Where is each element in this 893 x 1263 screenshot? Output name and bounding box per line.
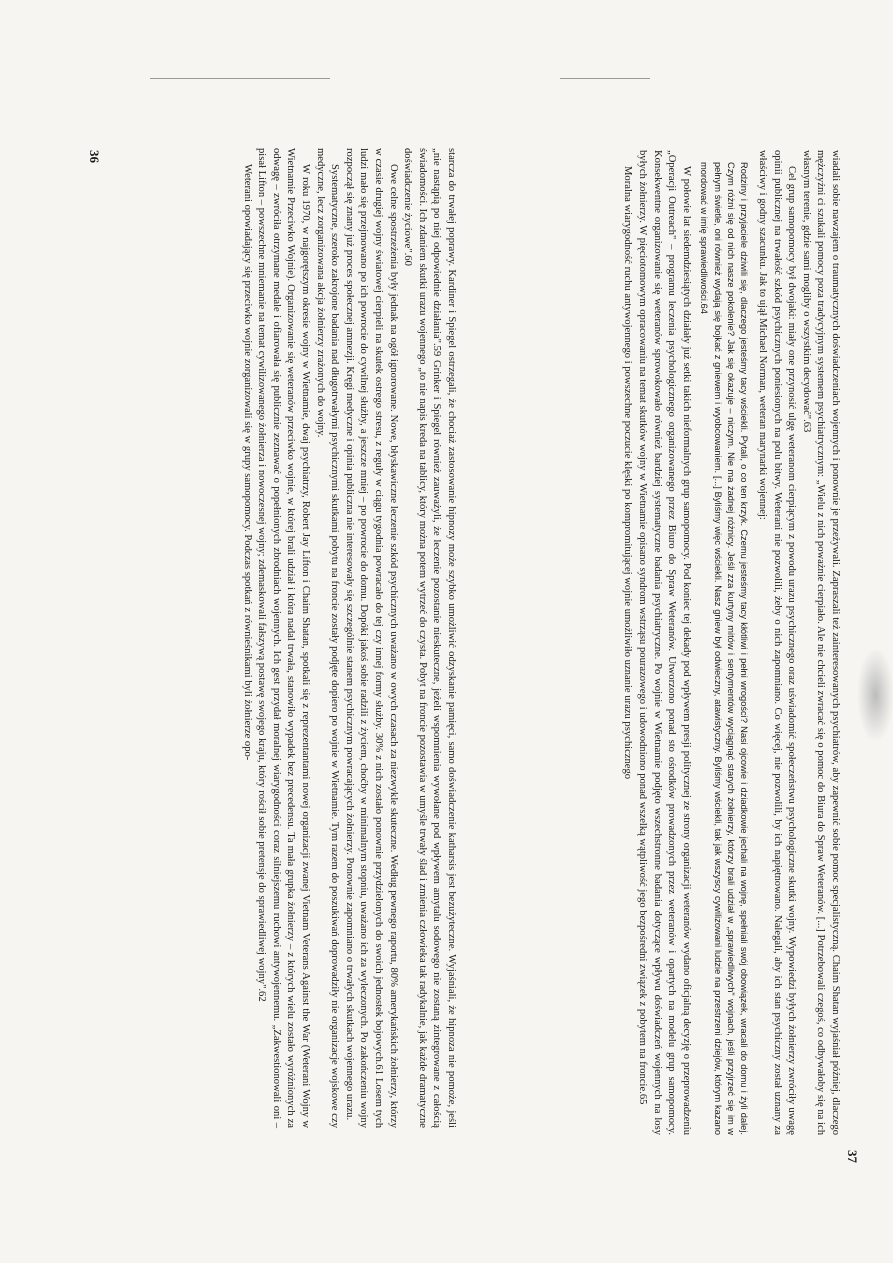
paragraph: Cel grup samopomocy był dwojaki: miały one przynosić ulgę weteranom cierpiącym z powodu urazu psychicznego oraz uświadomić społeczeństwu psychologiczne skutki wojny. Wypowiedzi byłych żołnierzy zwróciły uwagę opinii publicznej na trwałość szkód psychicznych poniesionych na polu bitwy. Weterani nie pozwolili, żeby o nich zapomniano. Co więcej, nie pozwolili, by ich napiętnowano. Nalegali, aby ich stan psychiczny został uznany za właściwy i godny szacunku. Jak to ujął Michael Norman, weteran marynarki wojennej: [757,150,798,1135]
paragraph: Systematyczne, szeroko zakrojone badania nad długotrwałymi psychicznymi skutkami pobytu na froncie zostały podjęte dopiero po wojnie w Wietnamie. Tym razem do poszukiwań doprowadziły nie organizacje wojskowe czy medyczne, lecz zorganizowana akcja żołnierzy zrażonych do wojny. [314,148,341,1128]
left-page [239,148,458,1128]
paragraph: W roku 1970, w najgorętszym okresie wojny w Wietnamie, dwaj psychiatrzy, Robert Jay Lifton i Chaim Shatan, spotkali się z reprezentantami nowej organizacji zwanej Vietnam Veterans Against the War (Weterani Wojny w Wietnamie Przeciwko Wojnie). Organizowanie się weteranów przeciwko wojnie, w której brali udział i która nadal trwała, stanowiło wypadek bez precedensu. Ta mała grupka żołnierzy – z których wielu zostało wyróżnionych za odwagę – zwróciła otrzymane medale i ofiarowała się publicznie zeznawać o popełnionych zbrodniach wojennych. Ich gest przydał moralnej wiarygodności coraz silniejszemu ruchowi antywojennemu. „Zakwestionowali oni – pisał Lifton – powszechne mniemanie na temat cywilizowanego żołnierza i nowoczesnej wojny; zdemaskowali fałszywą postawę swojego kraju, który rościł sobie pretensje do sprawiedliwej wojny".62 [256,148,312,1128]
quote-text: Rodziny i przyjaciele dziwili się, dlaczego jesteśmy tacy wściekli. Pytali, o co ten krzyk. Czemu jesteśmy tacy kłótliwi i pełni wrogości? Nasi ojcowie i dziadkowie jechali na wojnę, spełniali swój obowiązek, wracali do domu i żyli dalej. Czym różni się od nich nasze pokolenie? Jak się okazuje – niczym. Nie ma żadnej różnicy. Jeśli zza kurtyny mitów i sentymentów wyciągnąć starych żołnierzy, którzy brali udział w „sprawiedliwych" wojnach, jeśli przyjrzeć się im w pełnym świetle, oni również wydają się bojkać z gniewem i wyobcowaniem. [...] Byliśmy więc wściekli. Nasz gniew był odwieczny, atawistyczny. Byliśmy wściekli, tak jak wszyscy cywilizowani ludzie na przestrzeni dziejów, którym kazano mordować w imię sprawiedliwości.64 [699,162,750,1135]
page-number-right: 37 [845,1150,860,1163]
right-page [620,150,842,1135]
paragraph: Moralna wiarygodność ruchu antywojennego i powszechne poczucie klęski po kompromitującej wojnie umożliwiło uznanie urazu psychicznego [622,166,634,780]
paragraph: W połowie lat siedemdziesiątych działały już setki takich nieformalnych grup samopomocy. Pod koniec tej dekady pod wpływem presji politycznej ze strony organizacji weteranów wydano oficjalną decyzję o przeprowadzeniu „Operacji Outreach" – programu leczenia psychologicznego organizowanego przez Biuro do Spraw Weteranów. Utworzono ponad sto ośrodków prowadzonych przez weteranów i opartych na modelu grup samopomocy. Konsekwentne organizowanie się weteranów sprowokowało również bardziej systematyczne badania psychiatryczne. Po wojnie w Wietnamie podjęto wszechstronne badania dotyczące wpływu doświadczeń wojennych na losy byłych żołnierzy. W pięciotomowym opracowaniu na temat skutków wojny w Wietnamie opisano syndrom wstrząsu pourazowego i udowodniono ponad wszelką wątpliwość jego bezpośredni związek z pobytem na froncie.65 [637,150,692,1135]
page-number-left: 36 [87,150,102,163]
scan-edge-rule [560,78,650,79]
paragraph: Weterani opowiadający się przeciwko wojnie zorganizowali się w grupy samopomocy. Podczas spotkań z równieśnikami byli żołnierze opo- [241,164,253,761]
block-quote [697,162,751,1135]
binding-shadow [858,650,893,740]
paragraph: starcza do trwałej poprawy. Kardiner i Spiegel ostrzegali, że chociaż zastosowanie hipnozy może szybko umożliwić odzyskanie pamięci, samo doświadczenie katharsis jest bezużyteczne. Wyjaśniali, że hipnoza nie pomoże, jeśli „nie nastąpią po niej odpowiednie działania".59 Grinker i Spiegel również zauważyli, że leczenie pozostanie nieskuteczne, jeżeli wspomnienia wywołane pod wpływem amytalu sodowego nie zostaną zintegrowane z całością świadomości. Ich zdaniem skutki urazu wojennego „to nie napis kreda na tablicy, który można potem wytrzeć do czysta. Pobyt na froncie pozostawia w umyśle trwały ślad i zmienia człowieka tak radykalnie, jak każde dramatyczne doświadczenie życiowe".60 [402,148,457,1128]
paragraph: Owe celne spostrzeżenia były jednak na ogół ignorowane. Nowe, błyskawiczne leczenie szkód psychicznych uważano w owych czasach za niezwykle skuteczne. Według pewnego raportu, 80% amerykańskich żołnierzy, którzy w czasie drugiej wojny światowej cierpieli na skutek ostrego stresu, z reguły w ciągu tygodnia powracało do tej czy innej formy służby. 30% z nich zostało ponownie przydzielonych do swoich jednostek bojowych.61 Losem tych ludzi mało się przejmowano po ich powrocie do cywilnej służby, a jeszcze mniej – po powrocie do domu. Dopóki jakoś sobie radzili z życiem, choćby w minimalnym stopniu, uważano ich za wyleczonych. Po zakończeniu wojny rozpoczął się znany już proces społecznej amnezji. Kręgi medyczne i opinia publiczna nie interesowały się szczególnie stanem psychicznym powracających żołnierzy. Ponownie zapomniano o trwałych skutkach wojennego urazu. [343,148,399,1128]
scan-edge-rule [150,78,330,79]
paragraph: wiadali sobie nawzajem o traumatycznych doświadczeniach wojennych i ponownie je przeżywali. Zapraszali też zainteresowanych psychiatrów, aby zapewnić sobie pomoc specjalistyczną. Chaim Shatan wyjaśniał później, dlaczego mężczyźni ci szukali pomocy poza tradycyjnym systemem psychiatrycznym: „Wielu z nich poważnie cierpiało. Ale nie chcieli zwracać się o pomoc do Biura do Spraw Weteranów. [...] Potrzebowali czegoś, co odbywałoby się na ich własnym terenie, gdzie sami mogliby o wszystkim decydować".63 [800,150,841,1135]
